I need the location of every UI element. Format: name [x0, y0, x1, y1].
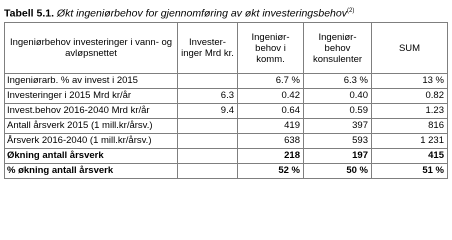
cell-municipal: 419	[238, 119, 304, 134]
data-table	[4, 22, 448, 179]
row-label: Invest.behov 2016-2040 Mrd kr/år	[5, 104, 178, 119]
cell-municipal: 0.64	[238, 104, 304, 119]
cell-investments	[178, 164, 238, 179]
caption-title: Økt ingeniørbehov for gjennomføring av økt investeringsbehov	[56, 7, 347, 20]
cell-municipal: 638	[238, 134, 304, 149]
cell-municipal: 6.7 %	[238, 74, 304, 89]
cell-sum: 415	[372, 149, 448, 164]
caption-note: (2)	[346, 8, 355, 14]
cell-consultants: 197	[304, 149, 372, 164]
cell-investments	[178, 134, 238, 149]
header-description: Ingeniørbehov investeringer i vann- og avløpsnettet	[5, 23, 178, 74]
table-row	[5, 74, 448, 89]
cell-consultants: 397	[304, 119, 372, 134]
header-municipal-need: Ingeniør-behov i komm.	[238, 23, 304, 74]
row-label: Investeringer i 2015 Mrd kr/år	[5, 89, 178, 104]
cell-consultants: 0.40	[304, 89, 372, 104]
table-row	[5, 134, 448, 149]
header-consultant-need: Ingeniør-behov konsulenter	[304, 23, 372, 74]
table-row	[5, 104, 448, 119]
row-label: Økning antall årsverk	[5, 149, 178, 164]
header-investments: Invester-inger Mrd kr.	[178, 23, 238, 74]
table-row	[5, 119, 448, 134]
cell-investments: 9.4	[178, 104, 238, 119]
header-sum: SUM	[372, 23, 448, 74]
cell-investments	[178, 74, 238, 89]
cell-sum: 1 231	[372, 134, 448, 149]
row-label: Årsverk 2016-2040 (1 mill.kr/årsv.)	[5, 134, 178, 149]
cell-municipal: 0.42	[238, 89, 304, 104]
cell-consultants: 6.3 %	[304, 74, 372, 89]
cell-sum: 1.23	[372, 104, 448, 119]
cell-sum: 13 %	[372, 74, 448, 89]
cell-sum: 51 %	[372, 164, 448, 179]
cell-investments: 6.3	[178, 89, 238, 104]
caption-label: Tabell 5.1.	[4, 7, 54, 20]
cell-investments	[178, 149, 238, 164]
row-label: Ingeniørarb. % av invest i 2015	[5, 74, 178, 89]
header-row	[5, 23, 448, 74]
table-row-percent-increase	[5, 164, 448, 179]
cell-sum: 816	[372, 119, 448, 134]
row-label: % økning antall årsverk	[5, 164, 178, 179]
cell-consultants: 593	[304, 134, 372, 149]
cell-consultants: 50 %	[304, 164, 372, 179]
table-row	[5, 89, 448, 104]
cell-municipal: 52 %	[238, 164, 304, 179]
cell-sum: 0.82	[372, 89, 448, 104]
table-row-total-increase	[5, 149, 448, 164]
cell-consultants: 0.59	[304, 104, 372, 119]
cell-municipal: 218	[238, 149, 304, 164]
cell-investments	[178, 119, 238, 134]
table-caption	[4, 2, 450, 20]
row-label: Antall årsverk 2015 (1 mill.kr/årsv.)	[5, 119, 178, 134]
